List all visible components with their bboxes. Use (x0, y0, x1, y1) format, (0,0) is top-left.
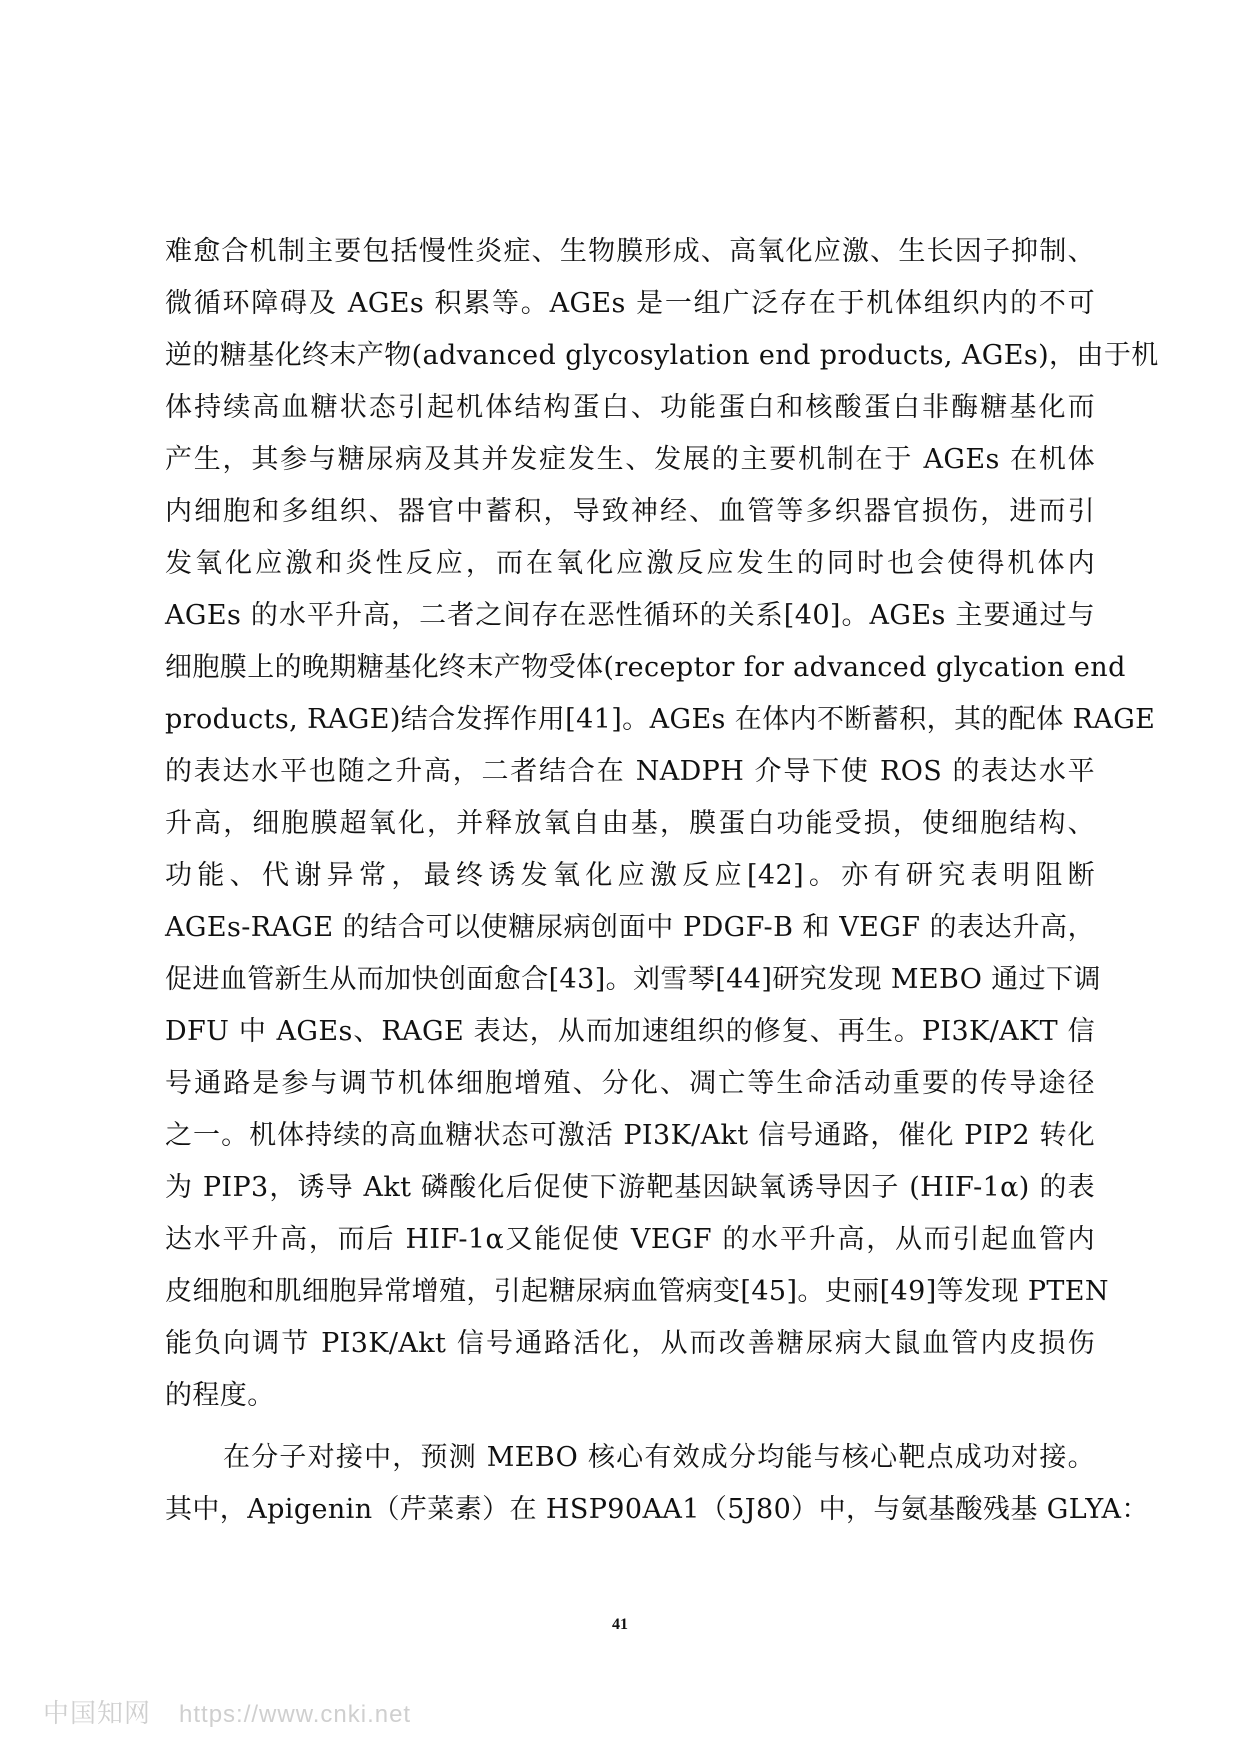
paragraph-gap (165, 1422, 1095, 1432)
body-text (165, 226, 1159, 1536)
text-line: AGEs 的水平升高，二者之间存在恶性循环的关系[40]。AGEs 主要通过与 (165, 600, 1095, 631)
text-line: 难愈合机制主要包括慢性炎症、生物膜形成、高氧化应激、生长因子抑制、 (165, 236, 1095, 267)
text-line: 达水平升高，而后 HIF-1α又能促使 VEGF 的水平升高，从而引起血管内 (165, 1224, 1095, 1255)
text-line: 发氧化应激和炎性反应，而在氧化应激反应发生的同时也会使得机体内 (165, 548, 1095, 579)
text-line: AGEs-RAGE 的结合可以使糖尿病创面中 PDGF-B 和 VEGF 的表达升高， (165, 912, 1095, 943)
text-line: 微循环障碍及 AGEs 积累等。AGEs 是一组广泛存在于机体组织内的不可 (165, 288, 1095, 319)
text-line: 逆的糖基化终末产物(advanced glycosylation end products, AGEs)，由于机 (165, 340, 1159, 371)
text-line: 其中，Apigenin（芹菜素）在 HSP90AA1（5J80）中，与氨基酸残基 GLYA： (165, 1494, 1149, 1525)
text-line: 内细胞和多组织、器官中蓄积，导致神经、血管等多织器官损伤，进而引 (165, 496, 1095, 527)
paragraph-2 (165, 1432, 1149, 1536)
text-line: 的程度。 (165, 1380, 275, 1411)
text-line: 促进血管新生从而加快创面愈合[43]。刘雪琴[44]研究发现 MEBO 通过下调 (165, 964, 1101, 995)
page-number: 41 (612, 1616, 628, 1633)
text-line: 能负向调节 PI3K/Akt 信号通路活化，从而改善糖尿病大鼠血管内皮损伤 (165, 1328, 1095, 1359)
text-line: 号通路是参与调节机体细胞增殖、分化、凋亡等生命活动重要的传导途径 (165, 1068, 1095, 1099)
text-line: products, RAGE)结合发挥作用[41]。AGEs 在体内不断蓄积，其的配体 RAGE (165, 704, 1156, 735)
watermark-site-name: 中国知网 (43, 1699, 152, 1729)
watermark-url: https://www.cnki.net (179, 1701, 412, 1728)
text-line: 之一。机体持续的高血糖状态可激活 PI3K/Akt 信号通路，催化 PIP2 转化 (165, 1120, 1095, 1151)
text-line: 在分子对接中，预测 MEBO 核心有效成分均能与核心靶点成功对接。 (223, 1442, 1095, 1473)
text-line: 细胞膜上的晚期糖基化终末产物受体(receptor for advanced glycation end (165, 652, 1126, 683)
paragraph-1 (165, 226, 1159, 1422)
text-line: 产生，其参与糖尿病及其并发症发生、发展的主要机制在于 AGEs 在机体 (165, 444, 1095, 475)
text-line: 体持续高血糖状态引起机体结构蛋白、功能蛋白和核酸蛋白非酶糖基化而 (165, 392, 1095, 423)
text-line: 皮细胞和肌细胞异常增殖，引起糖尿病血管病变[45]。史丽[49]等发现 PTEN (165, 1276, 1109, 1307)
text-line: 为 PIP3，诱导 Akt 磷酸化后促使下游靶基因缺氧诱导因子 (HIF-1α) 的表 (165, 1172, 1095, 1203)
text-line: 功能、代谢异常，最终诱发氧化应激反应[42]。亦有研究表明阻断 (165, 860, 1095, 891)
text-line: 升高，细胞膜超氧化，并释放氧自由基，膜蛋白功能受损，使细胞结构、 (165, 808, 1095, 839)
text-line: 的表达水平也随之升高，二者结合在 NADPH 介导下使 ROS 的表达水平 (165, 756, 1095, 787)
text-line: DFU 中 AGEs、RAGE 表达，从而加速组织的修复、再生。PI3K/AKT 信 (165, 1016, 1095, 1047)
watermark (43, 1693, 411, 1730)
